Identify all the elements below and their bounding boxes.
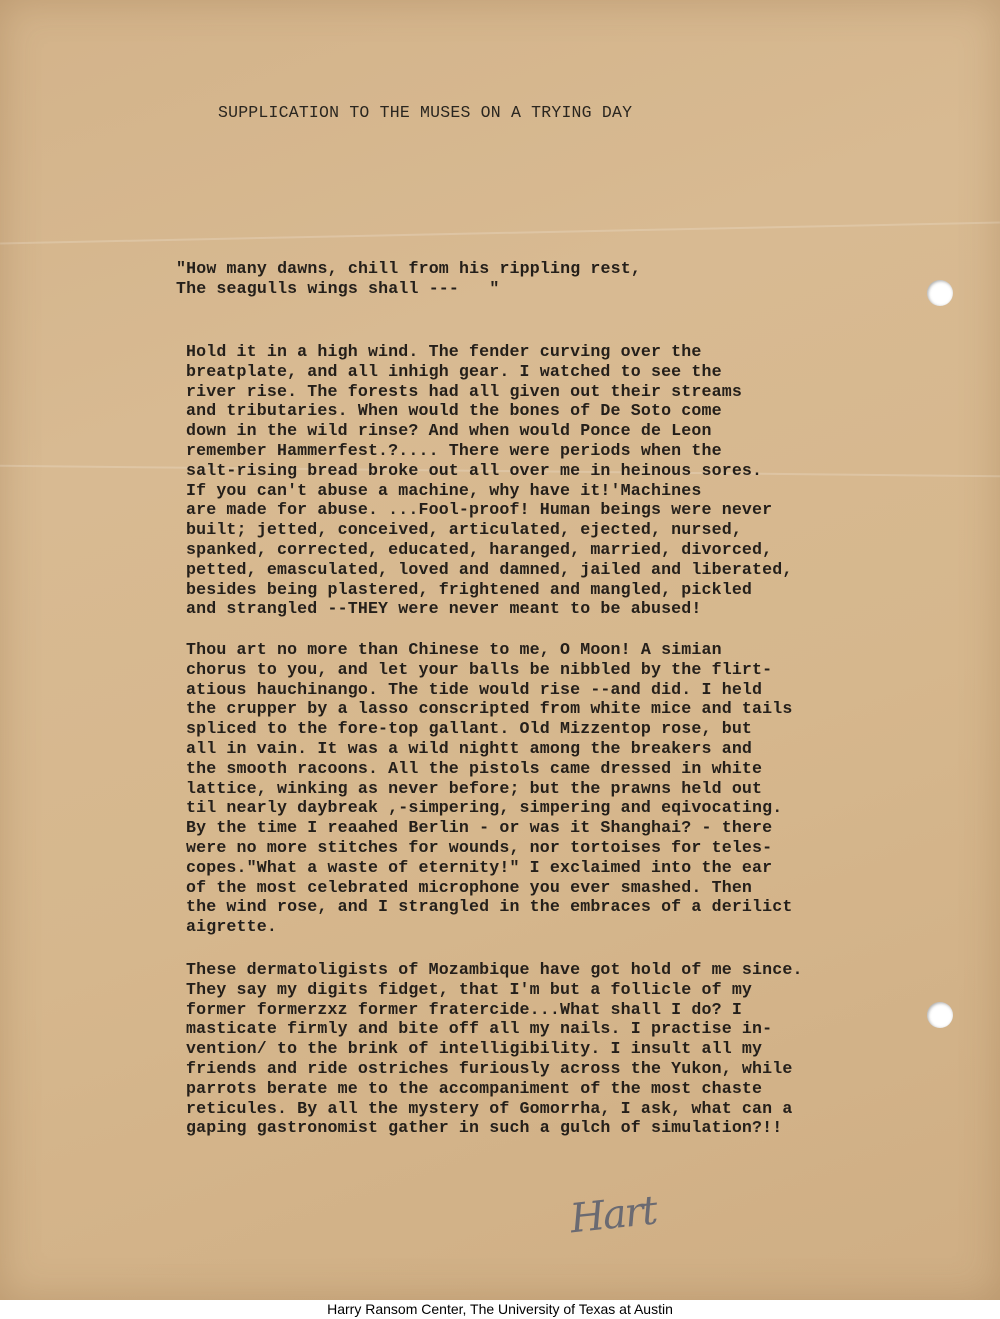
handwritten-signature: Hart <box>567 1187 659 1243</box>
text-line: breatplate, and all inhigh gear. I watched to see the <box>186 361 722 381</box>
text-line: down in the wild rinse? And when would Ponce de Leon <box>186 421 712 441</box>
punch-hole <box>927 280 953 306</box>
text-line: and tributaries. When would the bones of De Soto come <box>186 401 722 421</box>
paragraph-3 <box>186 960 803 1138</box>
text-line: are made for abuse. ...Fool-proof! Human beings were never <box>186 500 773 520</box>
epigraph <box>176 259 641 299</box>
text-line: til nearly daybreak ,-simpering, simpering and eqivocating. <box>186 798 783 818</box>
text-line: Thou art no more than Chinese to me, O Moon! A simian <box>186 640 722 659</box>
text-line: vention/ to the brink of intelligibility. I insult all my <box>186 1039 763 1059</box>
text-line: By the time I reaahed Berlin - or was it Shanghai? - there <box>186 818 773 838</box>
text-line: the smooth racoons. All the pistols came dressed in white <box>186 758 763 778</box>
punch-hole <box>927 1002 953 1028</box>
text-line: spliced to the fore-top gallant. Old Mizzentop rose, but <box>186 719 753 739</box>
text-line: masticate firmly and bite off all my nails. I practise in- <box>186 1019 773 1039</box>
archive-credit: Harry Ransom Center, The University of Texas at Austin <box>0 1300 1000 1319</box>
text-line: If you can't abuse a machine, why have it!'Machines <box>186 480 702 500</box>
text-line: salt-rising bread broke out all over me in heinous sores. <box>186 460 763 480</box>
epigraph-line: The seagulls wings shall --- " <box>176 278 500 298</box>
text-line: the wind rose, and I strangled in the embraces of a derilict <box>186 897 793 917</box>
text-line: aigrette. <box>186 917 277 937</box>
text-line: Hold it in a high wind. The fender curving over the <box>186 342 702 361</box>
epigraph-line: "How many dawns, chill from his rippling rest, <box>176 259 641 278</box>
text-line: besides being plastered, frightened and mangled, pickled <box>186 579 753 599</box>
text-line: of the most celebrated microphone you ever smashed. Then <box>186 877 753 897</box>
text-line: built; jetted, conceived, articulated, ejected, nursed, <box>186 520 742 540</box>
text-line: lattice, winking as never before; but the prawns held out <box>186 778 763 798</box>
text-line: were no more stitches for wounds, nor tortoises for teles- <box>186 837 773 857</box>
text-line: They say my digits fidget, that I'm but a follicle of my <box>186 979 753 999</box>
text-line: petted, emasculated, loved and damned, jailed and liberated, <box>186 559 793 579</box>
text-line: the crupper by a lasso conscripted from white mice and tails <box>186 699 793 719</box>
text-line: spanked, corrected, educated, haranged, married, divorced, <box>186 539 773 559</box>
text-line: gaping gastronomist gather in such a gulch of simulation?!! <box>186 1118 783 1138</box>
text-line: remember Hammerfest.?.... There were periods when the <box>186 440 722 460</box>
text-line: chorus to you, and let your balls be nibbled by the flirt- <box>186 659 773 679</box>
text-line: river rise. The forests had all given out their streams <box>186 381 742 401</box>
paper-crease <box>0 222 1000 245</box>
text-line: These dermatoligists of Mozambique have got hold of me since. <box>186 960 803 979</box>
text-line: parrots berate me to the accompaniment of the most chaste <box>186 1078 763 1098</box>
text-line: former formerzxz former fratercide...What shall I do? I <box>186 999 742 1019</box>
text-line: reticules. By all the mystery of Gomorrha, I ask, what can a <box>186 1098 793 1118</box>
paragraph-2 <box>186 640 792 937</box>
paragraph-1 <box>186 342 792 619</box>
text-line: copes."What a waste of eternity!" I exclaimed into the ear <box>186 857 773 877</box>
text-line: atious hauchinango. The tide would rise --and did. I held <box>186 679 763 699</box>
document-title: SUPPLICATION TO THE MUSES ON A TRYING DAY <box>218 103 633 122</box>
text-line: and strangled --THEY were never meant to be abused! <box>186 599 702 619</box>
text-line: friends and ride ostriches furiously across the Yukon, while <box>186 1058 793 1078</box>
text-line: all in vain. It was a wild nightt among the breakers and <box>186 738 753 758</box>
